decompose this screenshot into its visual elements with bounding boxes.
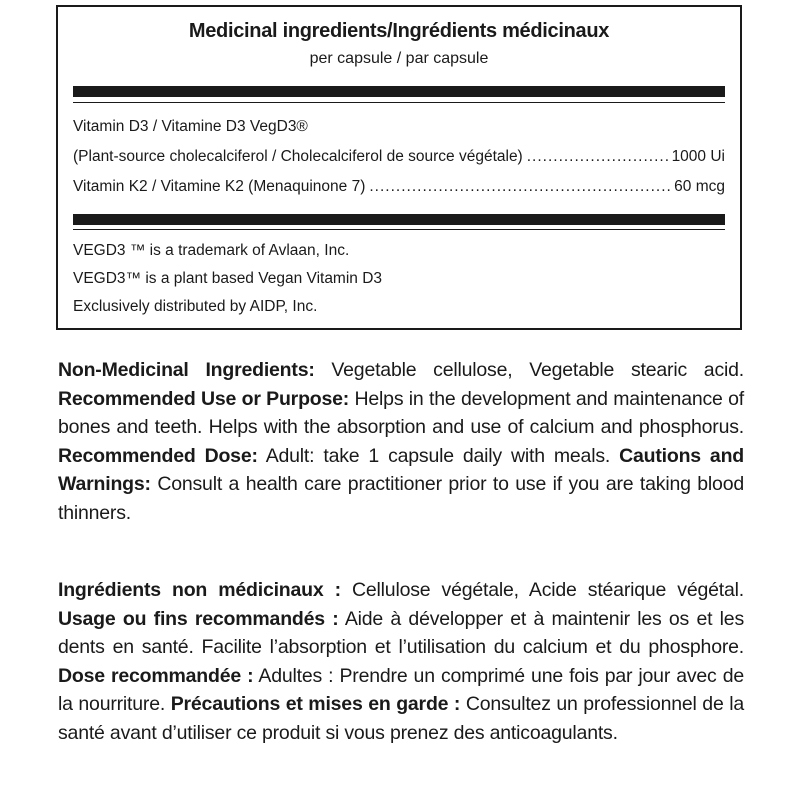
caution-text-fr: Consultez un professionnel de la santé avant d’utiliser ce produit si vous prenez des anticoagulants. bbox=[58, 693, 744, 744]
dose-text: Adult: take 1 capsule daily with meals. bbox=[257, 444, 620, 467]
ingredient-label: (Plant-source cholecalciferol / Cholecalciferol de source végétale) bbox=[73, 148, 523, 165]
use-text-fr: Aide à développer et à maintenir les os et les dents en santé. Facilite l’absorption et l’utilisation du calcium et du phosphore. bbox=[58, 607, 744, 658]
middle-divider-bar bbox=[73, 214, 725, 225]
caution-label-fr: Précautions et mises en garde : bbox=[170, 693, 461, 715]
panel-subtitle: per capsule / par capsule bbox=[309, 50, 489, 67]
dose-text-fr: Adultes : Prendre un comprimé une fois par jour avec de la nourriture. bbox=[58, 664, 744, 715]
middle-divider-line bbox=[73, 229, 725, 230]
ingredient-row-vitamin-k2 bbox=[73, 177, 725, 197]
ingredient-row-cholecalciferol bbox=[73, 147, 725, 167]
panel-title: Medicinal ingredients/Ingrédients médicinaux bbox=[188, 20, 610, 42]
ingredient-amount: 60 mcg bbox=[674, 178, 725, 195]
nonmed-label-fr: Ingrédients non médicinaux : bbox=[58, 579, 341, 601]
trademark-note: VEGD3 ™ is a trademark of Avlaan, Inc. bbox=[73, 242, 350, 259]
ingredient-line-vitamin-d3: Vitamin D3 / Vitamine D3 VegD3® bbox=[73, 118, 308, 135]
dose-label: Recommended Dose: bbox=[58, 444, 258, 467]
distributor-note: Exclusively distributed by AIDP, Inc. bbox=[73, 298, 318, 315]
caution-text: Consult a health care practitioner prior to use if you are taking blood thinners. bbox=[58, 473, 744, 524]
vegan-note: VEGD3™ is a plant based Vegan Vitamin D3 bbox=[73, 270, 383, 287]
english-directions bbox=[58, 356, 744, 527]
use-label-fr: Usage ou fins recommandés : bbox=[58, 607, 339, 630]
medicinal-ingredients-panel bbox=[56, 5, 742, 330]
top-divider-line bbox=[73, 102, 725, 103]
french-directions bbox=[58, 576, 744, 747]
ingredient-amount: 1000 Ui bbox=[671, 148, 725, 165]
dot-leader bbox=[527, 147, 668, 167]
dose-label-fr: Dose recommandée : bbox=[58, 664, 254, 687]
nonmed-label: Non-Medicinal Ingredients: bbox=[58, 359, 315, 381]
ingredient-label: Vitamin K2 / Vitamine K2 (Menaquinone 7) bbox=[73, 178, 366, 195]
nonmed-text-fr: Cellulose végétale, Acide stéarique végétal. bbox=[340, 579, 744, 601]
top-divider-bar bbox=[73, 86, 725, 97]
dot-leader bbox=[369, 177, 670, 197]
use-text: Helps in the development and maintenance of bones and teeth. Helps with the absorption and use of calcium and phosphorus. bbox=[58, 387, 744, 438]
caution-label: Cautions and Warnings: bbox=[58, 444, 744, 495]
use-label: Recommended Use or Purpose: bbox=[58, 387, 350, 410]
nonmed-text: Vegetable cellulose, Vegetable stearic acid. bbox=[314, 359, 744, 381]
